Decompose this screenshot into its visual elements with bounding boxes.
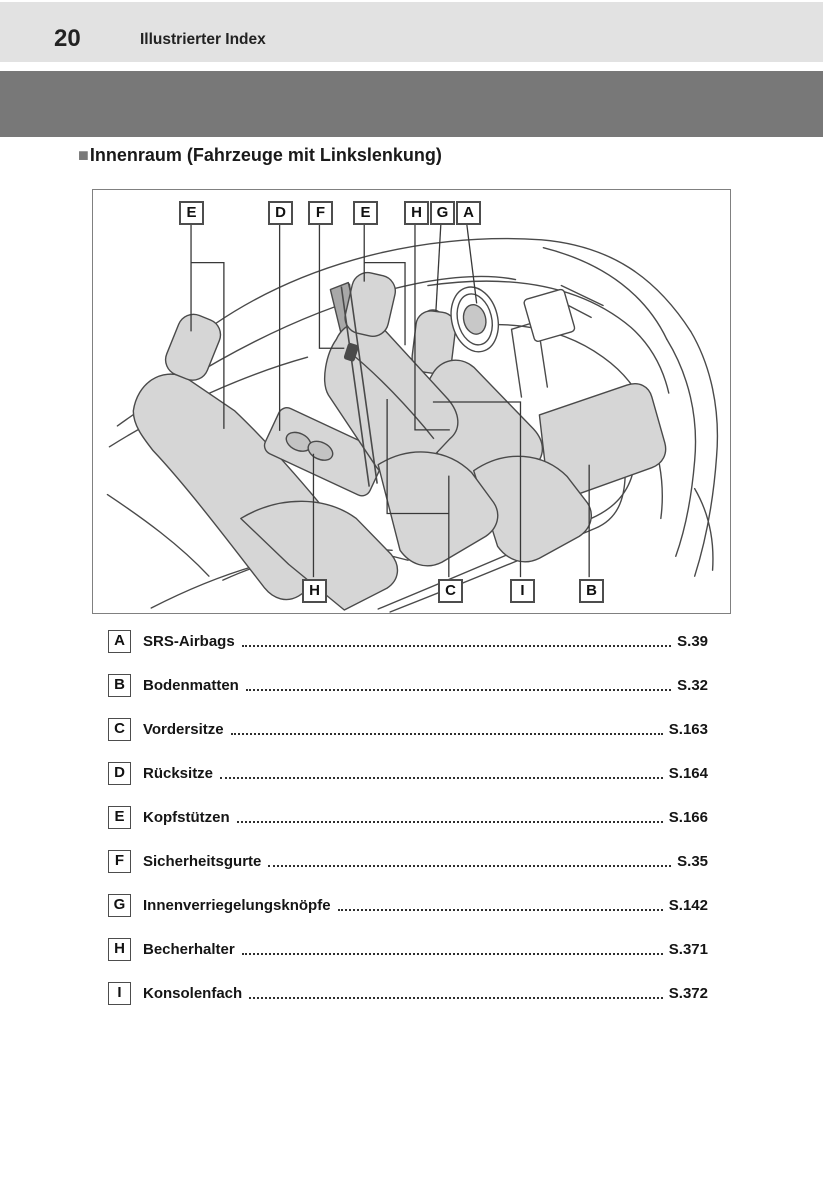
section-title: Innenraum (Fahrzeuge mit Linkslenkung) <box>89 145 442 165</box>
leader-G <box>436 224 441 312</box>
index-letter-box: A <box>108 630 131 653</box>
index-letter-box: F <box>108 850 131 873</box>
index-page-ref: S.372 <box>668 985 708 1002</box>
index-row-kopfstuetzen <box>108 806 708 829</box>
index-page-ref: S.35 <box>677 853 708 870</box>
index-letter-box: E <box>108 806 131 829</box>
right-door-inner <box>667 339 696 556</box>
callout-D-rear-seats: D <box>268 201 293 225</box>
chapter-band <box>0 71 823 137</box>
index-page-ref: S.163 <box>668 721 708 738</box>
callout-G-lock-knob: G <box>430 201 455 225</box>
index-row-ruecksitze <box>108 762 708 785</box>
callout-H-console-cupholder: H <box>404 201 429 225</box>
index-letter-box: H <box>108 938 131 961</box>
callout-I-console-box: I <box>510 579 535 603</box>
index-label: Innenverriegelungsknöpfe <box>143 897 331 914</box>
index-row-bodenmatten <box>108 674 708 697</box>
index-label: Konsolenfach <box>143 985 243 1002</box>
dotted-leader <box>338 895 663 911</box>
callout-E-rear-headrests: E <box>179 201 204 225</box>
index-letter-box: D <box>108 762 131 785</box>
dash-display-screen <box>523 289 575 343</box>
interior-diagram <box>92 189 731 614</box>
dotted-leader <box>246 675 671 691</box>
interior-shapes <box>133 269 665 610</box>
callout-E-front-headrest: E <box>353 201 378 225</box>
index-label: Bodenmatten <box>143 677 239 694</box>
header-band <box>0 2 823 62</box>
index-row-becherhalter <box>108 938 708 961</box>
index-letter-box: I <box>108 982 131 1005</box>
callout-F-seatbelts: F <box>308 201 333 225</box>
index-row-innenverriegelungsknoepfe <box>108 894 708 917</box>
index-page-ref: S.142 <box>668 897 708 914</box>
index-page-ref: S.166 <box>668 809 708 826</box>
rear-floor-line <box>107 495 209 577</box>
index-page-ref: S.371 <box>668 941 708 958</box>
header-title: Illustrierter Index <box>140 31 266 48</box>
dotted-leader <box>237 807 663 823</box>
dotted-leader <box>249 983 663 999</box>
callout-B-floor-mats: B <box>579 579 604 603</box>
door-armrest-line <box>695 489 713 571</box>
index-row-vordersitze <box>108 718 708 741</box>
page-number: 20 <box>54 25 81 52</box>
callout-C-front-seats: C <box>438 579 463 603</box>
index-label: Rücksitze <box>143 765 214 782</box>
index-label: SRS-Airbags <box>143 633 235 650</box>
dotted-leader <box>242 631 671 647</box>
index-label: Sicherheitsgurte <box>143 853 262 870</box>
dotted-leader <box>242 939 663 955</box>
callout-A-airbag: A <box>456 201 481 225</box>
index-label: Vordersitze <box>143 721 224 738</box>
index-letter-box: B <box>108 674 131 697</box>
section-bullet-square: ■ <box>78 145 89 165</box>
index-label: Kopfstützen <box>143 809 230 826</box>
dotted-leader <box>268 851 671 867</box>
callout-H-armrest-cupholder: H <box>302 579 327 603</box>
index-letter-box: C <box>108 718 131 741</box>
index-row-sicherheitsgurte <box>108 850 708 873</box>
illustrated-index-list <box>108 630 708 1026</box>
index-page-ref: S.39 <box>677 633 708 650</box>
index-row-srs-airbags <box>108 630 708 653</box>
dotted-leader <box>220 763 663 779</box>
index-row-konsolenfach <box>108 982 708 1005</box>
interior-line-art <box>93 190 730 613</box>
dotted-leader <box>231 719 663 735</box>
section-heading <box>78 145 442 166</box>
index-page-ref: S.164 <box>668 765 708 782</box>
index-page-ref: S.32 <box>677 677 708 694</box>
index-letter-box: G <box>108 894 131 917</box>
index-label: Becherhalter <box>143 941 235 958</box>
passenger-headrest <box>342 269 399 339</box>
